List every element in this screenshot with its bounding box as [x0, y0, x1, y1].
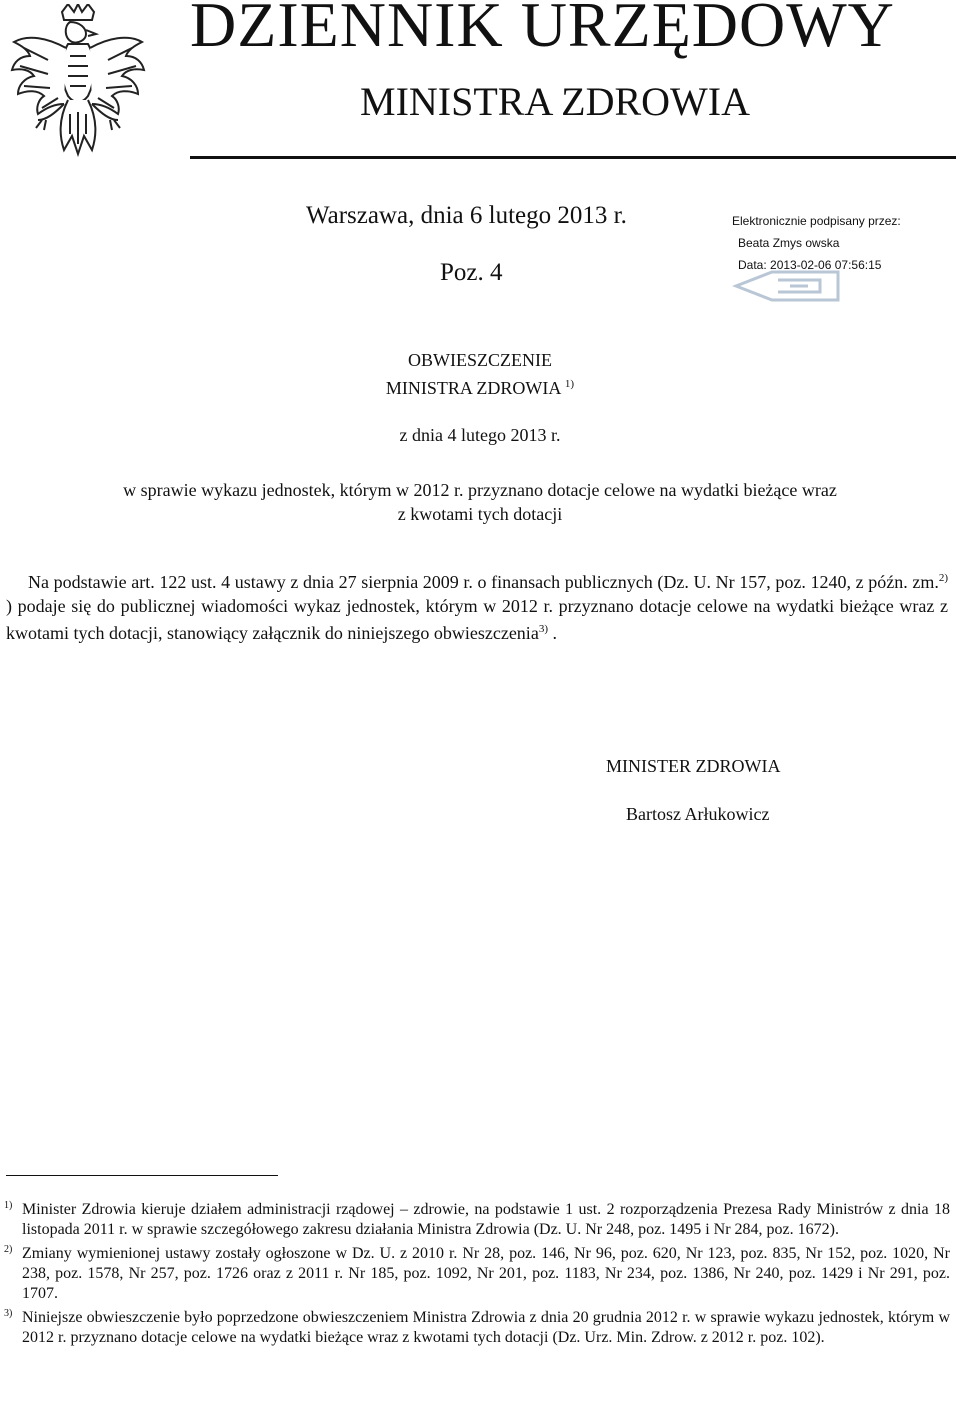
notice-title-line1: OBWIESZCZENIE	[408, 350, 552, 370]
body-part2: ) podaje się do publicznej wiadomości wykaz jednostek, którym w 2012 r. przyznano dotacje celowe na wydatki bieżące wraz z kwotami tych dotacji, stanowiący załącznik do niniejszego obwieszczenia	[6, 595, 948, 643]
electronic-signature-box	[732, 210, 952, 276]
footnote-number: 2)	[4, 1244, 13, 1255]
footnote-item	[4, 1308, 950, 1348]
body-part1: Na podstawie art. 122 ust. 4 ustawy z dnia 27 sierpnia 2009 r. o finansach publicznych (Dz. U. Nr 157, poz. 1240, z późn. zm.	[28, 572, 939, 592]
footnotes	[4, 1200, 950, 1352]
signature-mark-icon	[732, 268, 842, 304]
signatory-office: MINISTER ZDROWIA	[606, 756, 781, 776]
footnote-ref-1: 1)	[564, 378, 575, 390]
footnote-number: 3)	[4, 1308, 13, 1319]
notice-title-line2	[0, 372, 960, 400]
body-part3: .	[547, 623, 557, 643]
footnote-ref-3: 3)	[538, 623, 548, 635]
footnote-ref-2: 2)	[938, 572, 948, 584]
esig-label: Elektronicznie podpisany przez:	[732, 214, 901, 228]
gazette-title: DZIENNIK URZĘDOWY	[190, 0, 895, 60]
notice-body	[6, 567, 948, 646]
notice-date: z dnia 4 lutego 2013 r.	[399, 425, 561, 445]
footnote-text: Minister Zdrowia kieruje działem administracji rządowej – zdrowie, na podstawie 1 ust. 2 rozporządzenia Prezesa Rady Ministrów z dnia 18 listopada 2011 r. w sprawie szczegółowego zakresu działania Ministra Zdrowia (Dz. U. Nr 248, poz. 1495 i Nr 284, poz. 1672).	[22, 1201, 950, 1238]
place-date: Warszawa, dnia 6 lutego 2013 r.	[306, 202, 627, 229]
notice-title	[0, 348, 960, 400]
gazette-subtitle: MINISTRA ZDROWIA	[360, 79, 750, 124]
position-number: Poz. 4	[440, 259, 503, 286]
footnote-item	[4, 1244, 950, 1304]
esig-date: Data: 2013-02-06 07:56:15	[738, 258, 882, 272]
notice-subject-line2: z kwotami tych dotacji	[397, 504, 563, 524]
notice-subject-line1: w sprawie wykazu jednostek, którym w 2012 r. przyznano dotacje celowe na wydatki bieżące wraz	[123, 480, 837, 500]
esig-signer: Beata Zmys owska	[738, 236, 840, 250]
footnote-text: Zmiany wymienionej ustawy zostały ogłoszone w Dz. U. z 2010 r. Nr 28, poz. 146, Nr 96, poz. 620, Nr 123, poz. 835, Nr 152, poz. 1020, Nr 238, poz. 1578, Nr 257, poz. 1726 oraz z 2011 r. Nr 185, poz. 1092, Nr 201, poz. 1183, Nr 234, poz. 1386, Nr 240, poz. 1429 i Nr 291, poz. 1707.	[22, 1245, 950, 1302]
footnote-text: Niniejsze obwieszczenie było poprzedzone obwieszczeniem Ministra Zdrowia z dnia 20 grudnia 2012 r. w sprawie wykazu jednostek, którym w 2012 r. przyznano dotacje celowe na wydatki bieżące wraz z kwotami tych dotacji (Dz. Urz. Min. Zdrow. z 2012 r. poz. 102).	[22, 1309, 950, 1346]
polish-eagle-emblem-icon	[8, 4, 148, 162]
notice-title-authority: MINISTRA ZDROWIA	[385, 378, 561, 398]
notice-subject	[0, 478, 960, 526]
footnote-item	[4, 1200, 950, 1240]
footnote-number: 1)	[4, 1200, 13, 1211]
signatory-name: Bartosz Arłukowicz	[626, 804, 770, 824]
header-rule	[190, 156, 956, 159]
footnote-rule	[6, 1175, 278, 1176]
